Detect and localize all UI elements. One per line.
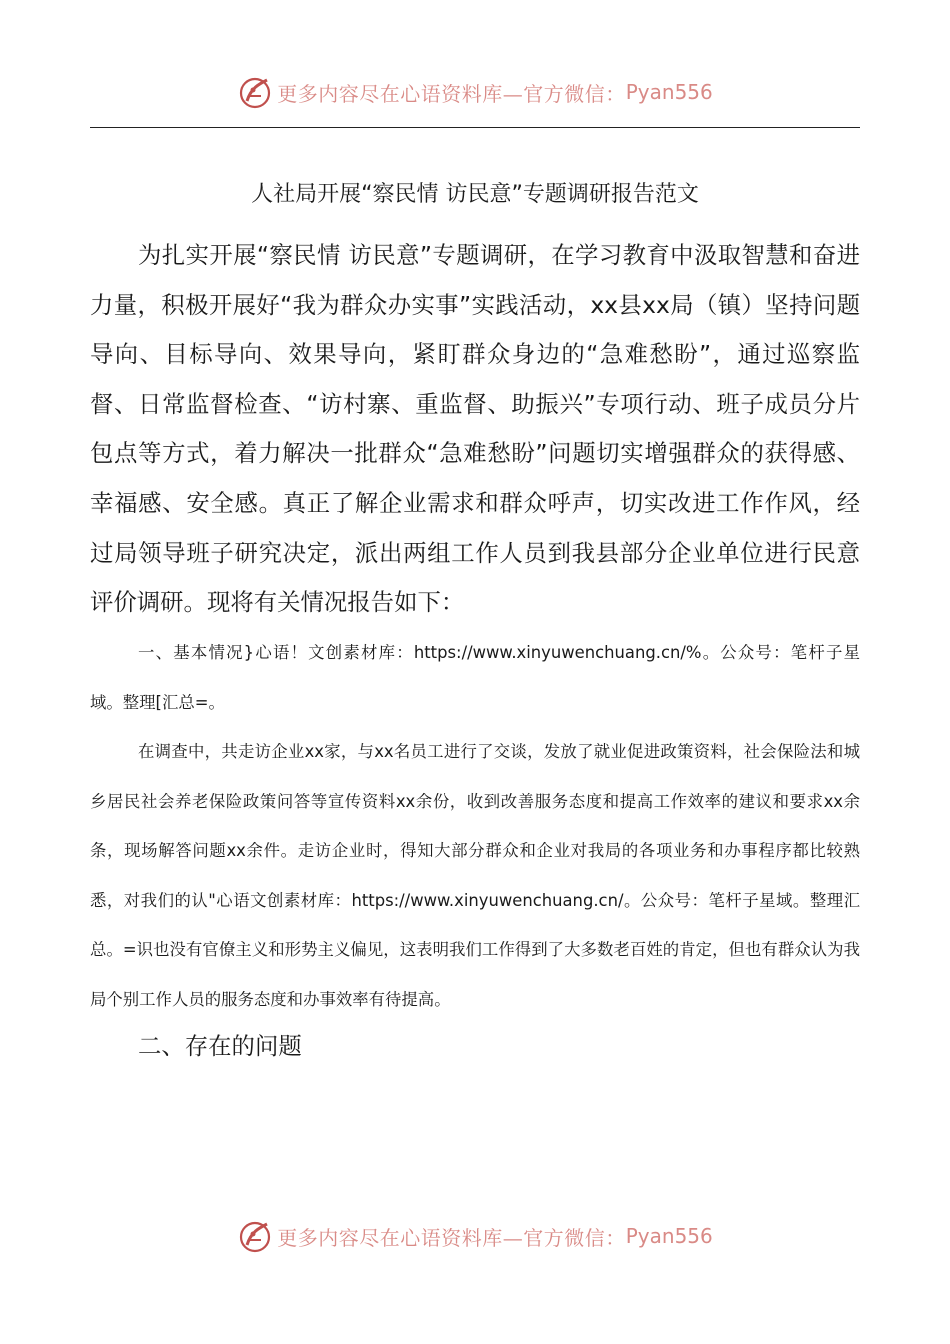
- header-watermark-banner: [0, 72, 950, 112]
- document-title: 人社局开展“察民情 访民意”专题调研报告范文: [251, 182, 699, 207]
- logo-icon: [237, 74, 273, 110]
- header-divider: [90, 127, 860, 128]
- banner-wechat-id: Pyan556: [625, 80, 713, 104]
- section-one-heading: 一、基本情况}心语！文创素材库：https://www.xinyuwenchuang.cn/%。公众号：笔杆子星域。整理[汇总=。: [90, 643, 860, 712]
- intro-paragraph: 为扎实开展“察民情 访民意”专题调研，在学习教育中汲取智慧和奋进力量，积极开展好“我为群众办实事”实践活动，xx县xx局（镇）坚持问题导向、目标导向、效果导向，紧盯群众身边的“急难愁盼”，通过巡察监督、日常监督检查、“访村寨、重监督、助振兴”专项行动、班子成员分片包点等方式，着力解决一批群众“急难愁盼”问题切实增强群众的获得感、幸福感、安全感。真正了解企业需求和群众呼声，切实改进工作作风，经过局领导班子研究决定，派出两组工作人员到我县部分企业单位进行民意评价调研。现将有关情况报告如下：: [90, 241, 860, 617]
- section-two-heading: 二、存在的问题: [138, 1032, 302, 1060]
- logo-icon: [237, 1218, 273, 1254]
- banner-text: 更多内容尽在心语资料库—官方微信：: [277, 81, 626, 106]
- banner-text: 更多内容尽在心语资料库—官方微信：: [277, 1225, 626, 1250]
- banner-wechat-id: Pyan556: [625, 1224, 713, 1248]
- survey-paragraph: 在调查中，共走访企业xx家，与xx名员工进行了交谈，发放了就业促进政策资料，社会保险法和城乡居民社会养老保险政策问答等宣传资料xx余份，收到改善服务态度和提高工作效率的建议和要求xx余条，现场解答问题xx余件。走访企业时，得知大部分群众和企业对我局的各项业务和办事程序都比较熟悉，对我们的认"心语文创素材库：https://www.xinyuwenchuang.cn/。公众号：笔杆子星域。整理汇总。=识也没有官僚主义和形势主义偏见，这表明我们工作得到了大多数老百姓的肯定，但也有群众认为我局个别工作人员的服务态度和办事效率有待提高。: [90, 742, 860, 1009]
- footer-watermark-banner: [0, 1216, 950, 1256]
